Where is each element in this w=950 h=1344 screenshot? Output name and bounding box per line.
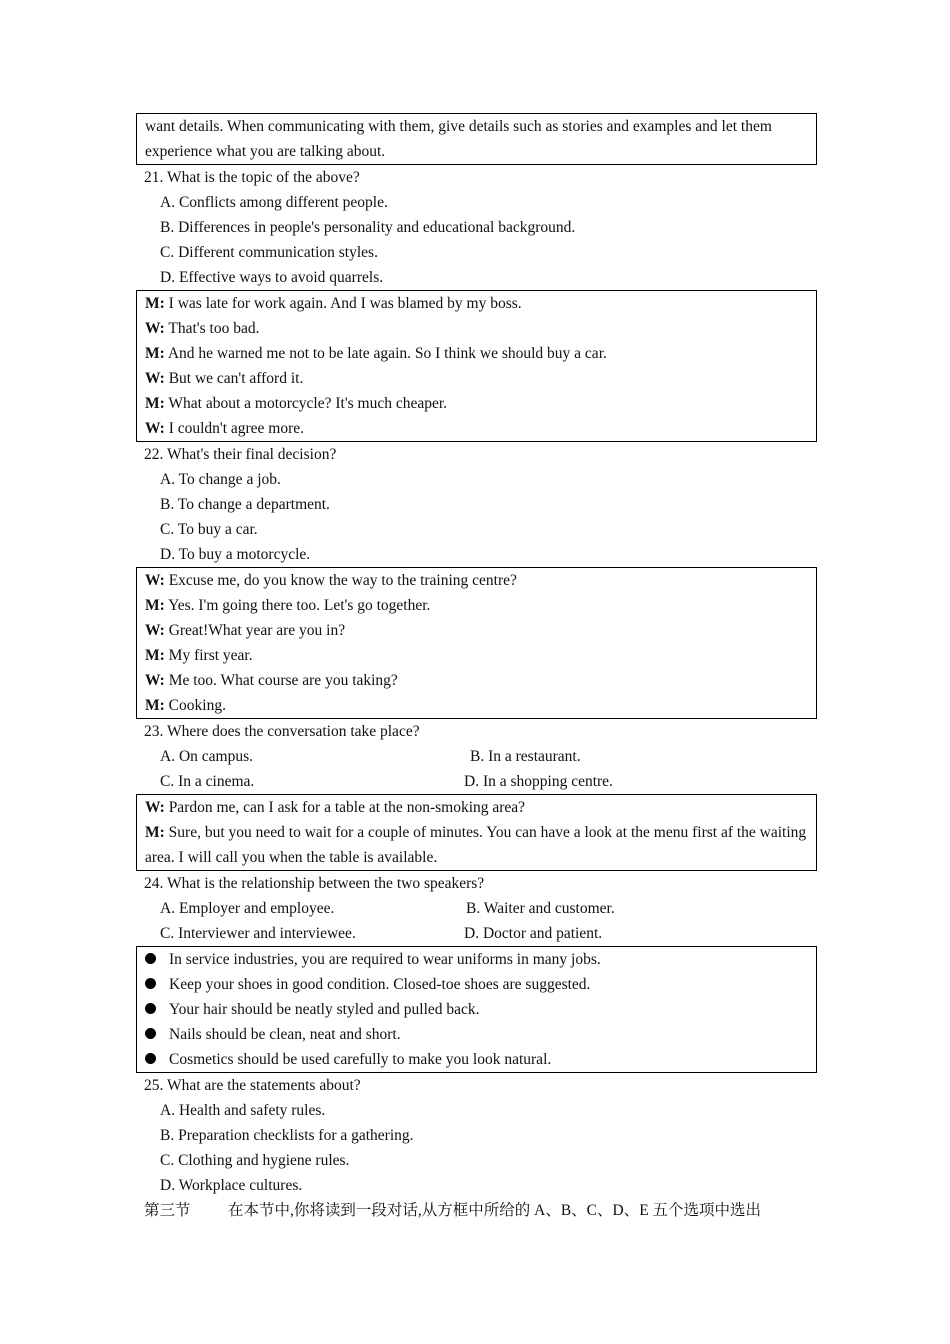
option-24-a: A. Employer and employee. [160,900,335,917]
utterance: I couldn't agree more. [164,420,305,437]
dialogue-box-4 [136,794,817,871]
option-22-b: B. To change a department. [160,496,330,513]
speaker: W: [145,420,165,437]
utterance: Excuse me, do you know the way to the training centre? [164,572,517,589]
option-21-b: B. Differences in people's personality and educational background. [160,219,576,236]
question-21: 21. What is the topic of the above? [144,169,360,186]
bullet-text: Cosmetics should be used carefully to make you look natural. [169,1051,552,1068]
bullet-dot-icon [145,1022,169,1047]
bullet-text: Nails should be clean, neat and short. [169,1026,401,1043]
option-21-c: C. Different communication styles. [160,244,378,261]
utterance: That's too bad. [164,320,260,337]
utterance: And he warned me not to be late again. So I think we should buy a car. [164,345,607,362]
options-row [136,921,817,946]
dialogue-line [145,795,808,820]
speaker: M: [145,395,165,412]
bullet-dot-icon [145,947,169,972]
dialogue-line [145,820,808,870]
speaker: W: [145,370,165,387]
bullet-dot-icon [145,972,169,997]
utterance: Pardon me, can I ask for a table at the non-smoking area? [164,799,526,816]
option-25-b: B. Preparation checklists for a gathering. [160,1127,414,1144]
options-row [136,769,817,794]
dialogue-line [145,291,808,316]
speaker: W: [145,799,165,816]
dialogue-box-2 [136,290,817,442]
speaker: M: [145,824,165,841]
bullet-item [145,947,808,972]
utterance: Yes. I'm going there too. Let's go together. [164,597,431,614]
passage-text: want details. When communicating with them, give details such as stories and examples and let them experience what you are talking about. [145,118,772,160]
bullet-item [145,997,808,1022]
dialogue-line [145,668,808,693]
dialogue-line [145,618,808,643]
question-22: 22. What's their final decision? [144,446,337,463]
section-text: 在本节中,你将读到一段对话,从方框中所给的 A、B、C、D、E 五个选项中选出 [228,1202,762,1219]
dialogue-line [145,643,808,668]
utterance: Cooking. [164,697,226,714]
dialogue-line [145,341,808,366]
utterance: But we can't afford it. [164,370,304,387]
speaker: W: [145,622,165,639]
utterance: I was late for work again. And I was blamed by my boss. [164,295,522,312]
option-22-c: C. To buy a car. [160,521,258,538]
option-25-c: C. Clothing and hygiene rules. [160,1152,350,1169]
dialogue-line [145,316,808,341]
question-25: 25. What are the statements about? [144,1077,361,1094]
speaker: M: [145,295,165,312]
options-row [136,896,817,921]
bullet-text: Your hair should be neatly styled and pulled back. [169,1001,480,1018]
option-21-a: A. Conflicts among different people. [160,194,388,211]
utterance: My first year. [164,647,253,664]
dialogue-line [145,391,808,416]
dialogue-line [145,366,808,391]
speaker: M: [145,697,165,714]
speaker: W: [145,320,165,337]
utterance: Me too. What course are you taking? [164,672,398,689]
option-22-d: D. To buy a motorcycle. [160,546,311,563]
statements-box-5 [136,946,817,1073]
section-3-instructions [136,1198,817,1223]
question-24: 24. What is the relationship between the two speakers? [144,875,485,892]
speaker: M: [145,597,165,614]
option-22-a: A. To change a job. [160,471,281,488]
option-23-c: C. In a cinema. [160,773,255,790]
bullet-item [145,1022,808,1047]
dialogue-line [145,568,808,593]
section-label: 第三节 [144,1202,191,1219]
speaker: W: [145,672,165,689]
option-25-d: D. Workplace cultures. [160,1177,303,1194]
utterance: What about a motorcycle? It's much cheaper. [164,395,448,412]
option-21-d: D. Effective ways to avoid quarrels. [160,269,384,286]
dialogue-line [145,416,808,441]
dialogue-line [145,593,808,618]
utterance: Great!What year are you in? [164,622,346,639]
option-24-b: B. Waiter and customer. [466,900,615,917]
dialogue-box-3 [136,567,817,719]
option-24-c: C. Interviewer and interviewee. [160,925,356,942]
utterance: Sure, but you need to wait for a couple of minutes. You can have a look at the menu first af the waiting area. I will call you when the table is available. [145,824,807,866]
question-23: 23. Where does the conversation take place? [144,723,420,740]
option-23-b: B. In a restaurant. [470,748,581,765]
option-24-d: D. Doctor and patient. [464,925,603,942]
passage-box-1 [136,113,817,165]
exam-page [136,113,817,1223]
dialogue-line [145,693,808,718]
bullet-item [145,1047,808,1072]
speaker: W: [145,572,165,589]
options-row [136,744,817,769]
bullet-text: In service industries, you are required to wear uniforms in many jobs. [169,951,601,968]
bullet-text: Keep your shoes in good condition. Closed-toe shoes are suggested. [169,976,591,993]
option-23-a: A. On campus. [160,748,253,765]
bullet-dot-icon [145,997,169,1022]
speaker: M: [145,647,165,664]
option-25-a: A. Health and safety rules. [160,1102,326,1119]
option-23-d: D. In a shopping centre. [464,773,613,790]
bullet-item [145,972,808,997]
speaker: M: [145,345,165,362]
bullet-dot-icon [145,1047,169,1072]
